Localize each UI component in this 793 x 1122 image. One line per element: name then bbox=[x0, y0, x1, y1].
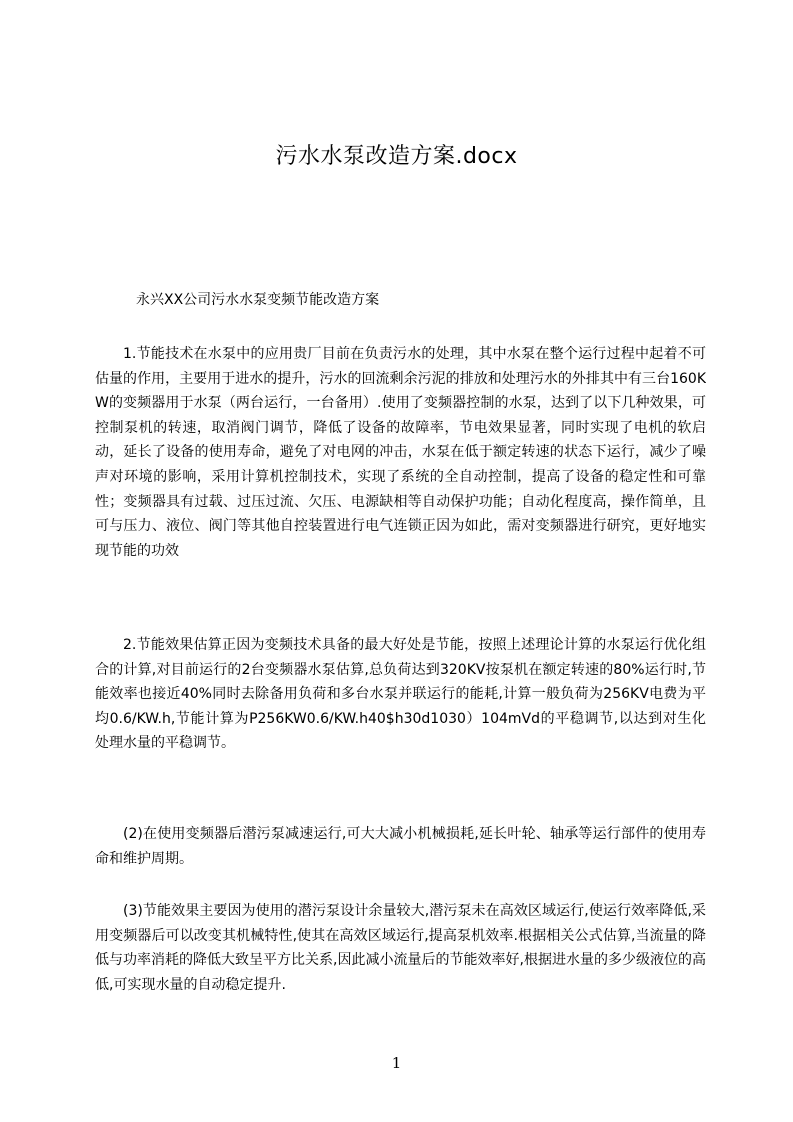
document-title: 污水水泵改造方案.docx bbox=[275, 144, 518, 169]
page-number: 1 bbox=[391, 1054, 402, 1072]
paragraph-efficiency-region: (3)节能效果主要因为使用的潜污泵设计余量较大,潜污泵未在高效区域运行,使运行效率降低,采用变频器后可以改变其机械特性,使其在高效区域运行,提高泵机效率.根据相关公式估算,当流量的降低与功率消耗的降低大致呈平方比关系,因此减小流量后的节能效率好,根据进水量的多少级液位的高低,可实现水量的自动稳定提升. bbox=[95, 903, 706, 993]
document-subtitle: 永兴XX公司污水水泵变频节能改造方案 bbox=[136, 292, 380, 308]
paragraph-mechanical-loss: (2)在使用变频器后潜污泵减速运行,可大大减小机械损耗,延长叶轮、轴承等运行部件的使用寿命和维护周期。 bbox=[95, 826, 706, 867]
paragraph-energy-saving-estimate: 2.节能效果估算正因为变频技术具备的最大好处是节能，按照上述理论计算的水泵运行优化组合的计算,对目前运行的2台变频器水泵估算,总负荷达到320KV按泵机在额定转速的80%运行时,节能效率也接近40%同时去除备用负荷和多台水泵并联运行的能耗,计算一般负荷为256KV电费为平均0.6/KW.h,节能计算为P256KW0.6/KW.h40$h30d1030）104mVd的平稳调节,以达到对生化处理水量的平稳调节。 bbox=[95, 637, 706, 752]
paragraph-energy-saving-technology: 1.节能技术在水泵中的应用贵厂目前在负责污水的处理，其中水泵在整个运行过程中起着不可估量的作用，主要用于进水的提升，污水的回流剩余污泥的排放和处理污水的外排其中有三台160KW的变频器用于水泵（两台运行，一台备用）.使用了变频器控制的水泵，达到了以下几种效果，可控制泵机的转速，取消阀门调节，降低了设备的故障率，节电效果显著，同时实现了电机的软启动，延长了设备的使用寿命，避免了对电网的冲击，水泵在低于额定转速的状态下运行，减少了噪声对环境的影响，采用计算机控制技术，实现了系统的全自动控制，提高了设备的稳定性和可靠性；变频器具有过载、过压过流、欠压、电源缺相等自动保护功能；自动化程度高，操作简单，且可与压力、液位、阀门等其他自控装置进行电气连锁正因为如此，需对变频器进行研究，更好地实现节能的功效 bbox=[95, 346, 706, 559]
